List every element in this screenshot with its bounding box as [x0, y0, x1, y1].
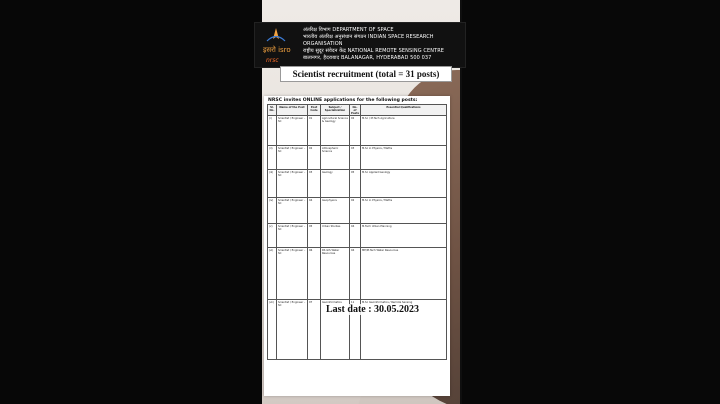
table-cell: (i): [268, 116, 277, 146]
table-row: [268, 248, 447, 300]
table-row: [268, 146, 447, 170]
column-header: Essential Qualifications: [361, 105, 447, 116]
left-black-panel: [0, 0, 262, 404]
table-cell: M.Sc / M.Tech Agriculture: [361, 116, 447, 146]
table-cell: Urban Studies: [321, 224, 350, 248]
table-cell: (ii): [268, 146, 277, 170]
table-cell: 02: [308, 146, 321, 170]
table-cell: 04: [308, 198, 321, 224]
table-cell: Agricultural Science & Geology: [321, 116, 350, 146]
column-header: No. of Posts: [351, 105, 360, 115]
table-cell: ME/M.Tech Water Resources: [361, 248, 447, 300]
table-cell: Scientist / Engineer – SC: [277, 300, 308, 360]
table-cell: Scientist / Engineer – SC: [277, 146, 308, 170]
table-cell: 11: [350, 300, 361, 360]
table-cell: RS GIS Water Resources: [321, 248, 350, 300]
column-header: Subject / Specialization: [321, 105, 350, 116]
column-header: Name of the Post: [277, 105, 308, 116]
table-cell: 03: [308, 170, 321, 198]
table-header-row: [268, 105, 447, 116]
column-header: Sl. No.: [268, 105, 277, 116]
table-cell: Geophysics: [321, 198, 350, 224]
table-cell: 03: [350, 146, 361, 170]
table-row: [268, 170, 447, 198]
table-cell: Scientist / Engineer – SC: [277, 248, 308, 300]
right-black-panel: [462, 0, 720, 404]
table-row: [268, 198, 447, 224]
banner-line-4: बालानगर, हैदराबाद BALANAGAR, HYDERABAD 500 037: [303, 55, 432, 61]
table-cell: M.Sc in Physics / Maths: [361, 146, 447, 170]
table-cell: (iv): [268, 198, 277, 224]
table-cell: (v): [268, 224, 277, 248]
nrsc-logo-text: nrsc: [266, 57, 279, 64]
last-date-label: Last date : 30.05.2023: [326, 304, 420, 315]
table-cell: (iii): [268, 170, 277, 198]
table-cell: Scientist / Engineer – SC: [277, 224, 308, 248]
isro-logo: [261, 27, 299, 63]
table-cell: M.Tech Urban Planning: [361, 224, 447, 248]
posts-table: [267, 104, 447, 360]
banner-line-1: अंतरिक्ष विभाग DEPARTMENT OF SPACE: [303, 27, 394, 33]
table-cell: (vii): [268, 300, 277, 360]
table-row: [268, 116, 447, 146]
table-cell: M.Sc Geoinformatics / Remote Sensing: [361, 300, 447, 360]
recruitment-document: [264, 96, 450, 396]
banner-line-2: भारतीय अंतरिक्ष अनुसंधान संगठन INDIAN SPACE RESEARCH ORGANISATION: [303, 34, 434, 47]
isro-logo-text: इसरो isro: [263, 46, 291, 54]
banner-line-3: राष्ट्रीय सुदूर संवेदन केंद्र NATIONAL REMOTE SENSING CENTRE: [303, 48, 445, 54]
table-row: [268, 224, 447, 248]
table-cell: (vi): [268, 248, 277, 300]
table-cell: 05: [308, 224, 321, 248]
table-cell: 07: [308, 300, 321, 360]
page-title: Scientist recruitment (total = 31 posts): [280, 66, 452, 82]
table-cell: Atmospheric Science: [321, 146, 350, 170]
table-cell: 04: [350, 224, 361, 248]
rocket-icon: [261, 27, 291, 47]
table-cell: M.Sc Applied Geology: [361, 170, 447, 198]
table-cell: 04: [350, 248, 361, 300]
document-heading: NRSC invites ONLINE applications for the following posts:: [268, 98, 418, 103]
banner-text: [303, 27, 461, 62]
table-cell: Scientist / Engineer – SC: [277, 116, 308, 146]
table-cell: 02: [350, 116, 361, 146]
nrsc-banner: [254, 22, 466, 68]
table-cell: Scientist / Engineer – SC: [277, 170, 308, 198]
column-header: Post Code: [308, 105, 321, 116]
table-cell: 02: [350, 198, 361, 224]
table-cell: M.Sc in Physics / Maths: [361, 198, 447, 224]
table-cell: 01: [308, 116, 321, 146]
table-cell: 06: [308, 248, 321, 300]
table-cell: Geoinformatics: [321, 300, 350, 360]
table-cell: Scientist / Engineer – SC: [277, 198, 308, 224]
table-cell: Geology: [321, 170, 350, 198]
table-cell: 05: [350, 170, 361, 198]
